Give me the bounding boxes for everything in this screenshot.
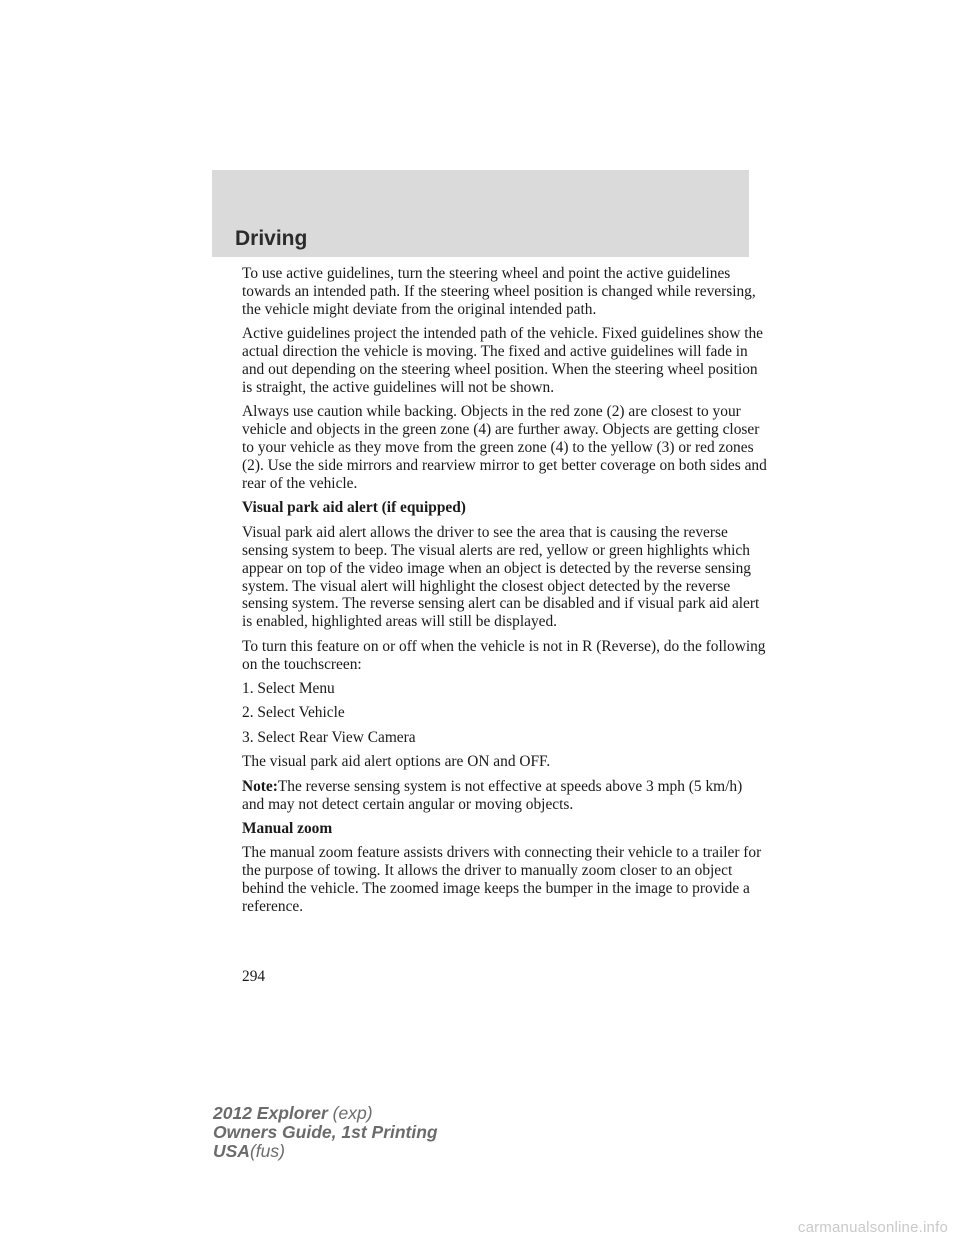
footer-model: 2012 Explorer xyxy=(213,1103,328,1123)
page-body xyxy=(242,265,767,923)
paragraph-active-guidelines-usage: To use active guidelines, turn the steering wheel and point the active guidelines towards an intended path. If the steering wheel position is changed while reversing, the vehicle might deviate from the original intended path. xyxy=(242,265,756,318)
footer-line-guide xyxy=(213,1123,438,1142)
step-item-2: 2. Select Vehicle xyxy=(242,704,345,722)
section-header-band xyxy=(212,170,749,257)
paragraph-guidelines-description: Active guidelines project the intended path of the vehicle. Fixed guidelines show the actual direction the vehicle is moving. The fixed and active guidelines will fade in and out depending on the steering wheel position. When the steering wheel position is straight, the active guidelines will not be shown. xyxy=(242,325,764,396)
paragraph-manual-zoom-description: The manual zoom feature assists drivers with connecting their vehicle to a trailer for the purpose of towing. It allows the driver to manually zoom closer to an object behind the vehicle. The zoomed image keeps the bumper in the image to provide a reference. xyxy=(242,844,762,916)
footer-line-region xyxy=(213,1142,438,1161)
heading-manual-zoom: Manual zoom xyxy=(242,819,333,837)
paragraph-turn-feature-on-off: To turn this feature on or off when the vehicle is not in R (Reverse), do the following on the touchscreen: xyxy=(242,637,766,673)
note-label: Note: xyxy=(242,777,278,795)
note-paragraph xyxy=(242,778,767,814)
footer-region-code: (fus) xyxy=(249,1141,285,1161)
step-item-3: 3. Select Rear View Camera xyxy=(242,728,416,746)
footer-guide: Owners Guide, 1st Printing xyxy=(213,1122,438,1142)
section-title: Driving xyxy=(235,227,308,250)
paragraph-alert-options: The visual park aid alert options are ON and OFF. xyxy=(242,753,551,771)
footer-region: USA xyxy=(213,1141,250,1161)
paragraph-visual-park-aid-description: Visual park aid alert allows the driver to see the area that is causing the reverse sensing system to beep. The visual alerts are red, yellow or green highlights which appear on top of the video image when an object is detected by the reverse sensing system. The visual alert will highlight the closest object detected by the reverse sensing system. The reverse sensing alert can be disabled and if visual park aid alert is enabled, highlighted areas will still be displayed. xyxy=(242,523,760,631)
step-item-1: 1. Select Menu xyxy=(242,680,335,698)
page-number: 294 xyxy=(242,968,266,985)
paragraph-backing-caution: Always use caution while backing. Objects in the red zone (2) are closest to your vehicle and objects in the green zone (4) are further away. Objects are getting closer to your vehicle as they move from the green zone (4) to the yellow (3) or red zones (2). Use the side mirrors and rearview mirror to get better coverage on both sides and rear of the vehicle. xyxy=(242,403,767,492)
watermark-text: carmanualsonline.info xyxy=(797,1219,948,1236)
document-footer xyxy=(213,1104,438,1161)
footer-model-code: (exp) xyxy=(332,1103,373,1123)
note-text: The reverse sensing system is not effective at speeds above 3 mph (5 km/h) and may not detect certain angular or moving objects. xyxy=(242,777,743,813)
heading-visual-park-aid-alert: Visual park aid alert (if equipped) xyxy=(242,499,466,517)
footer-line-model xyxy=(213,1104,438,1123)
